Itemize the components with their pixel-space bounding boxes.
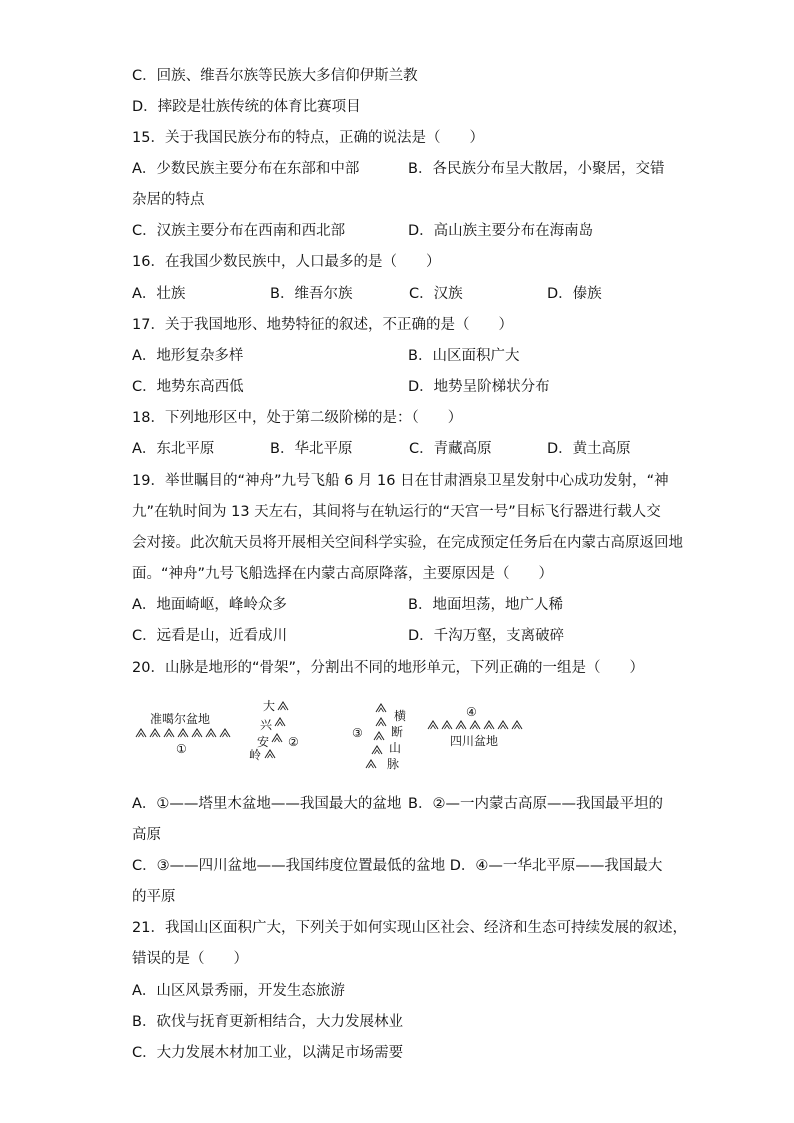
fig-char-an: 安 bbox=[257, 735, 270, 749]
q19-stem-line4: 面。“神舟”九号飞船选择在内蒙古高原降落，主要原因是（ ） bbox=[132, 566, 554, 582]
q21-option-c: C．大力发展木材加工业，以满足市场需要 bbox=[132, 1045, 404, 1061]
q20-option-c-d: C．③——四川盆地——我国纬度位置最低的盆地 D．④—一华北平原——我国最大 bbox=[132, 858, 663, 874]
q17-stem: 17．关于我国地形、地势特征的叙述，不正确的是（ ） bbox=[132, 317, 513, 333]
q16-option-b: B．维吾尔族 bbox=[270, 286, 353, 302]
fig-char-ling: 岭 bbox=[249, 748, 262, 762]
fig-label-sichuan: 四川盆地 bbox=[450, 734, 499, 748]
q16-option-d: D．傣族 bbox=[547, 286, 602, 302]
q20-option-b-cont: 高原 bbox=[132, 827, 161, 843]
fig-num-2: ② bbox=[288, 735, 299, 749]
fig-char-shan: 山 bbox=[389, 741, 402, 755]
mountain-range-3-icon bbox=[366, 704, 386, 768]
q21-option-a: A．山区风景秀丽，开发生态旅游 bbox=[132, 983, 345, 999]
q15-option-a: A．少数民族主要分布在东部和中部 bbox=[132, 161, 360, 177]
q18-option-c: C．青藏高原 bbox=[409, 441, 492, 457]
fig-num-4: ④ bbox=[466, 705, 477, 719]
fig-char-heng: 横 bbox=[394, 709, 407, 723]
q19-option-b: B．地面坦荡，地广人稀 bbox=[408, 597, 563, 613]
fig-char-mai: 脉 bbox=[387, 757, 400, 771]
q20-option-b: B．②—一内蒙古高原——我国最平坦的 bbox=[408, 796, 663, 812]
q19-option-d: D．千沟万壑，支离破碎 bbox=[408, 628, 565, 644]
q17-option-c: C．地势东高西低 bbox=[132, 379, 244, 395]
q20-stem: 20．山脉是地形的“骨架”，分割出不同的地形单元，下列正确的一组是（ ） bbox=[132, 660, 644, 676]
q17-option-b: B．山区面积广大 bbox=[408, 348, 520, 364]
q19-stem-line2: 九”在轨时间为 13 天左右，其间将与在轨运行的“天宫一号”目标飞行器进行载人交 bbox=[132, 504, 661, 520]
fig-num-3: ③ bbox=[352, 726, 363, 740]
q15-option-b: B．各民族分布呈大散居，小聚居，交错 bbox=[408, 161, 665, 177]
q16-stem: 16．在我国少数民族中，人口最多的是（ ） bbox=[132, 254, 441, 270]
q18-option-a: A．东北平原 bbox=[132, 441, 215, 457]
q19-option-a: A．地面崎岖，峰岭众多 bbox=[132, 597, 287, 613]
fig-char-da: 大 bbox=[263, 699, 276, 713]
q21-option-b: B．砍伐与抚育更新相结合，大力发展林业 bbox=[132, 1014, 403, 1030]
q14-option-c: C．回族、维吾尔族等民族大多信仰伊斯兰教 bbox=[132, 68, 418, 84]
q18-option-b: B．华北平原 bbox=[270, 441, 353, 457]
q21-stem-line2: 错误的是（ ） bbox=[132, 951, 248, 967]
fig-char-duan: 断 bbox=[391, 725, 404, 739]
q14-option-d: D．摔跤是壮族传统的体育比赛项目 bbox=[132, 99, 361, 115]
q20-option-d-cont: 的平原 bbox=[132, 889, 176, 905]
q15-option-b-cont: 杂居的特点 bbox=[132, 192, 205, 208]
q16-option-c: C．汉族 bbox=[409, 286, 463, 302]
q20-option-a: A．①——塔里木盆地——我国最大的盆地 bbox=[132, 796, 402, 812]
q19-stem-line1: 19．举世瞩目的“神舟”九号飞船 6 月 16 日在甘肃酒泉卫星发射中心成功发射，“神 bbox=[132, 473, 669, 489]
mountain-figure bbox=[126, 698, 546, 778]
q16-option-a: A．壮族 bbox=[132, 286, 186, 302]
q21-stem-line1: 21．我国山区面积广大，下列关于如何实现山区社会、经济和生态可持续发展的叙述， bbox=[132, 920, 687, 936]
q17-option-a: A．地形复杂多样 bbox=[132, 348, 244, 364]
q19-stem-line3: 会对接。此次航天员将开展相关空间科学实验，在完成预定任务后在内蒙古高原返回地 bbox=[132, 535, 683, 551]
q18-stem: 18．下列地形区中，处于第二级阶梯的是：（ ） bbox=[132, 410, 463, 426]
q15-stem: 15．关于我国民族分布的特点，正确的说法是（ ） bbox=[132, 130, 484, 146]
q18-option-d: D．黄土高原 bbox=[547, 441, 631, 457]
fig-num-1: ① bbox=[176, 742, 187, 756]
fig-char-xing: 兴 bbox=[260, 718, 273, 732]
mountain-range-4-icon bbox=[428, 721, 522, 729]
mountain-range-1-icon bbox=[136, 729, 230, 737]
q19-option-c: C．远看是山，近看成川 bbox=[132, 628, 288, 644]
q15-option-c: C．汉族主要分布在西南和西北部 bbox=[132, 223, 346, 239]
q17-option-d: D．地势呈阶梯状分布 bbox=[408, 379, 550, 395]
q15-option-d: D．高山族主要分布在海南岛 bbox=[408, 223, 594, 239]
fig-label-junggar: 准噶尔盆地 bbox=[150, 712, 211, 726]
